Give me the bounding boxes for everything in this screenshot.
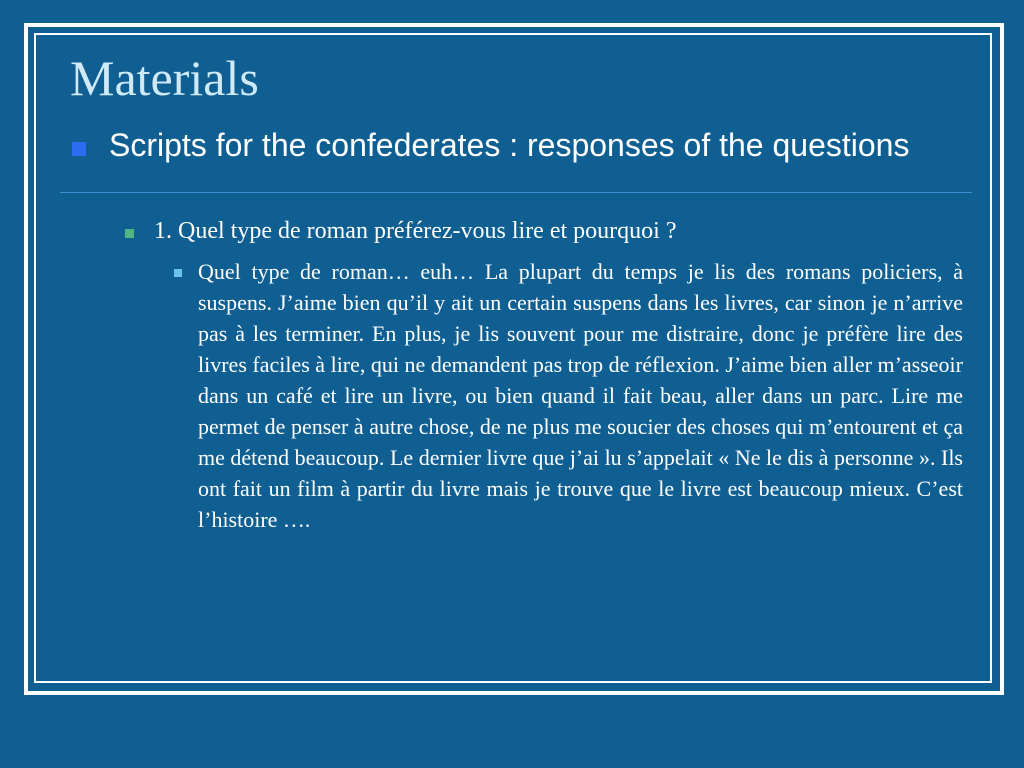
slide-title: Materials — [70, 50, 259, 106]
bullet-level-2-text: 1. Quel type de roman préférez-vous lire et pourquoi ? — [154, 218, 677, 244]
square-bullet-icon — [174, 269, 182, 277]
bullet-level-1-text: Scripts for the confederates : responses of the questions — [109, 127, 910, 163]
bullet-level-3-text: Quel type de roman… euh… La plupart du temps je lis des romans policiers, à suspens. J’aime bien qu’il y ait un certain suspens dans les livres, car sinon je n’arrive pas à les terminer. En plus, je lis souvent pour me distraire, donc je préfère lire des livres faciles à lire, qui ne demandent pas trop de réflexion. J’aime bien aller m’asseoir dans un café et lire un livre, ou bien quand il fait beau, aller dans un parc. Lire me permet de penser à autre chose, de ne plus me soucier des choses qui m’entourent et ça me détend beaucoup. Le dernier livre que j’ai lu s’appelait « Ne le dis à personne ». Ils ont fait un film à partir du livre mais je trouve que le livre est beaucoup mieux. C’est l’histoire …. — [198, 259, 963, 532]
square-bullet-icon — [72, 142, 86, 156]
square-bullet-icon — [125, 229, 134, 238]
title-divider — [60, 192, 972, 193]
